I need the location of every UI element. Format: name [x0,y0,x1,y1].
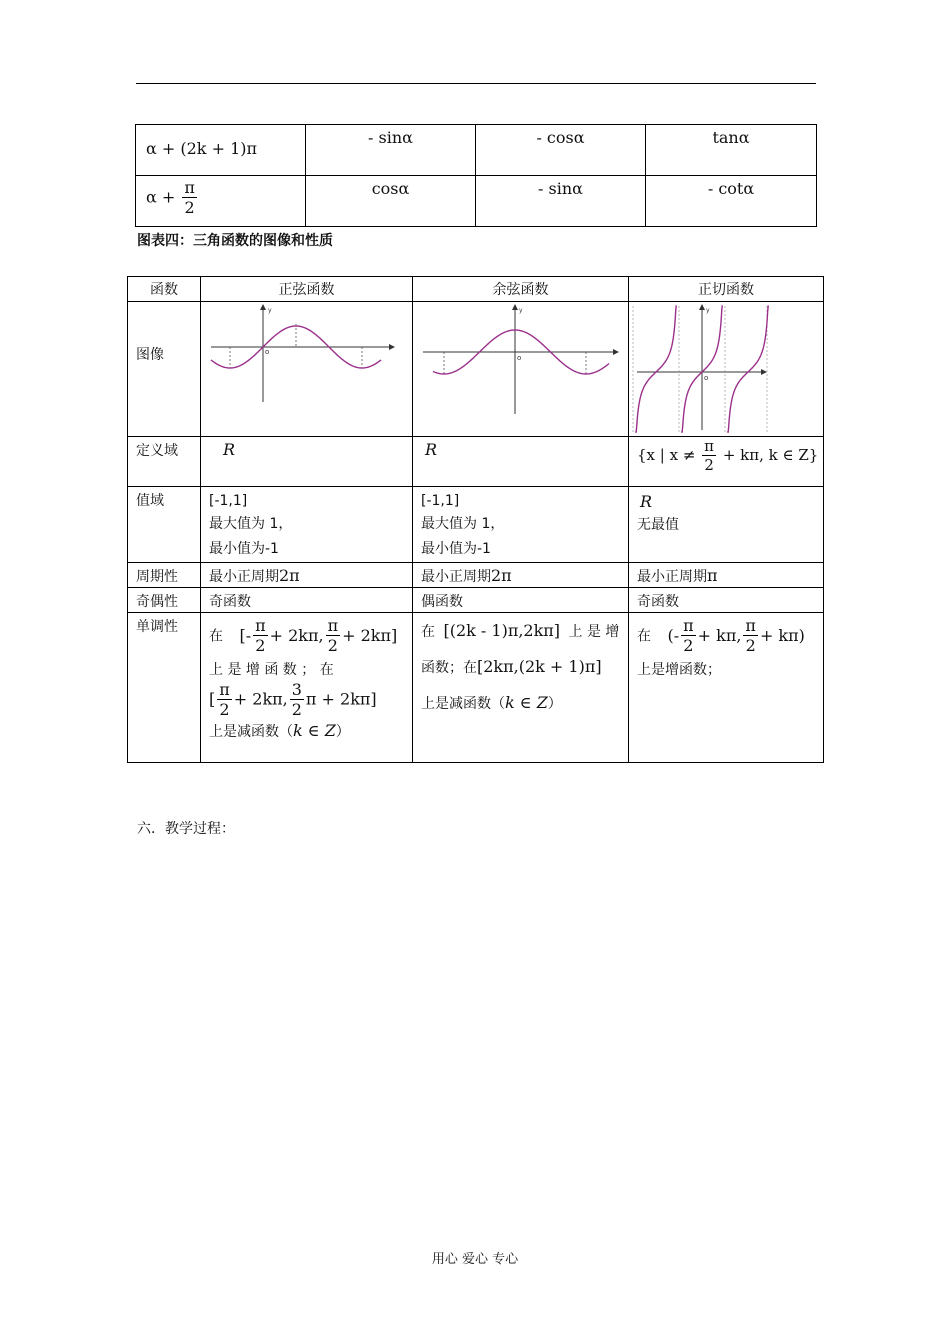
parity-row [128,588,824,613]
fraction-denominator: 2 [704,456,714,474]
tan-value: - cotα [707,179,755,198]
sine-increase-suffix: 上 是 增 函 数 ； 在 [209,662,334,678]
tan-cell [646,176,817,227]
induction-formula-table [135,124,817,227]
angle-cell [136,125,306,176]
row-label: 值域 [128,487,201,563]
cosine-domain: R [425,440,438,459]
angle-prefix: α + [146,187,176,207]
origin-label: o [517,354,522,362]
period-text: 最小正周期 [209,569,279,585]
expr-part: + kπ, [697,625,742,645]
fraction-numerator: π [255,616,266,635]
header-function: 函数 [128,277,201,302]
tangent-parity-cell: 奇函数 [629,588,824,613]
table-row [136,176,817,227]
cosine-monotonic-cell [413,613,629,763]
tangent-domain [637,437,819,474]
cosine-graph [413,302,629,436]
period-value: 2π [491,566,512,585]
condition: k ∈ Z [505,693,548,712]
tangent-branch [727,306,769,432]
sin-value: - sinα [368,128,413,147]
cos-value: - cosα [536,128,585,147]
row-label: 定义域 [128,437,201,487]
sine-parity-cell: 奇函数 [201,588,413,613]
domain-row [128,437,824,487]
row-label: 图像 [128,302,201,437]
fraction-denominator: 2 [219,700,230,719]
text-part: 上是减函数（ [209,724,293,740]
sine-period-cell [201,563,413,588]
fraction-denominator: 2 [184,198,195,217]
text-part: ） [335,724,350,740]
footer-text: 用心 爱心 专心 [431,1252,519,1267]
fraction-numerator: 3 [291,680,302,699]
trig-properties-table [127,276,824,763]
tangent-increase-interval [667,616,805,655]
cosine-decrease-line [421,647,628,688]
fraction [702,439,716,473]
expr-part: [ [209,689,216,709]
fraction-denominator: 2 [291,700,302,719]
expr-part: π + 2kπ] [305,689,377,709]
cosine-decrease-interval: [2kπ,(2k + 1)π] [477,657,602,676]
sin-cell [306,176,476,227]
graph-row [128,302,824,437]
sine-domain: R [223,440,236,459]
sine-domain-cell [201,437,413,487]
table-header-row [128,277,824,302]
x-axis-arrow [613,349,619,355]
min-value-text: 最小值为-1 [421,541,491,557]
no-extremum-text: 无最值 [637,517,679,533]
sine-decrease-line [209,720,412,743]
expr-part: + 2kπ] [342,625,398,645]
text-part: 上 是 增 [568,624,620,640]
cosine-increase-line [421,616,628,647]
fraction [290,682,304,718]
angle-expression: α + (2k + 1)π [146,139,258,158]
table-row [136,125,817,176]
fraction-numerator: π [184,178,195,197]
angle-expression [146,180,199,216]
y-axis-label: y [519,307,523,314]
tangent-period-cell [629,563,824,588]
x-axis-arrow [389,344,395,350]
y-axis-label: y [268,307,272,314]
cosine-domain-cell [413,437,629,487]
text-part: ） [547,696,562,712]
fraction-numerator: π [704,437,715,455]
period-value: 2π [279,566,300,585]
text-part: 在 [637,628,651,645]
fraction-numerator: π [327,616,339,635]
sine-range-cell [201,487,413,563]
range-value: [-1,1] [421,493,460,509]
sine-monotonic-cell [201,613,413,763]
cos-cell [476,176,646,227]
header-cosine: 余弦函数 [413,277,629,302]
fraction [217,682,232,718]
row-label: 奇偶性 [128,588,201,613]
cosine-range-cell [413,487,629,563]
tangent-domain-cell [629,437,824,487]
range-value: [-1,1] [209,493,248,509]
fraction-numerator: π [745,616,756,635]
fraction [326,618,341,654]
cosine-graph-cell [413,302,629,437]
tan-cell [646,125,817,176]
expr-part: + kπ) [759,625,805,645]
tangent-monotonic-cell [629,613,824,763]
fraction-numerator: π [683,616,694,635]
header-tangent: 正切函数 [629,277,824,302]
sine-graph [201,302,413,436]
section-title: 六．教学过程： [137,821,235,837]
fraction [182,180,197,216]
fraction-denominator: 2 [327,636,338,655]
condition: k ∈ Z [293,721,336,740]
sine-graph-cell [201,302,413,437]
header-rule [136,83,816,84]
period-row [128,563,824,588]
tangent-graph-cell [629,302,824,437]
period-text: 最小正周期 [637,569,707,585]
fraction-numerator: π [219,680,230,699]
x-axis-arrow [761,369,767,375]
cos-cell [476,125,646,176]
origin-label: o [704,374,709,382]
expr-part: {x | x ≠ [637,446,696,464]
expr-part: [- [239,625,252,645]
cosine-period-cell [413,563,629,588]
y-axis-label: y [706,307,710,314]
sine-increase-line [209,618,412,654]
header-sine: 正弦函数 [201,277,413,302]
tan-value: tanα [712,128,750,147]
monotonicity-row [128,613,824,763]
row-label: 周期性 [128,563,201,588]
text-part: 在 [421,624,435,640]
period-text: 最小正周期 [421,569,491,585]
expr-part: + 2kπ, [233,689,288,709]
fraction [681,618,696,654]
expr-part: + 2kπ, [269,625,324,645]
range-value: R [640,492,653,511]
tangent-increase-line [637,618,823,654]
fraction [743,618,758,654]
cos-value: - sinα [538,179,583,198]
y-axis-arrow [260,304,266,310]
cosine-decrease-suffix-line [421,692,628,715]
period-value: π [707,566,718,585]
cosine-parity-cell: 偶函数 [413,588,629,613]
tangent-range-cell [629,487,824,563]
fraction-denominator: 2 [745,636,756,655]
text-part: 上是减函数（ [421,696,505,712]
tangent-increase-suffix: 上是增函数； [637,662,721,678]
tangent-graph [629,302,824,436]
y-axis-arrow [512,304,518,310]
fraction-denominator: 2 [683,636,694,655]
expr-part: + kπ, k ∈ Z} [722,446,819,464]
fraction [253,618,268,654]
min-value-text: 最小值为-1 [209,541,279,557]
row-label: 单调性 [128,613,201,763]
sin-value: cosα [371,179,410,198]
expr-part: (- [667,625,680,645]
tangent-branch [635,306,677,432]
range-row [128,487,824,563]
sine-increase-interval [239,616,398,655]
sine-decrease-interval [209,682,412,718]
fraction-denominator: 2 [255,636,266,655]
table-caption: 图表四：三角函数的图像和性质 [137,233,333,249]
max-value-text: 最大值为 1， [421,516,505,532]
text-part: 函数；在 [421,660,477,676]
text-part: 在 [209,628,223,645]
max-value-text: 最大值为 1， [209,516,293,532]
y-axis-arrow [699,304,705,310]
angle-cell [136,176,306,227]
origin-label: o [265,348,270,356]
cosine-increase-interval: [(2k - 1)π,2kπ] [443,621,561,640]
sin-cell [306,125,476,176]
